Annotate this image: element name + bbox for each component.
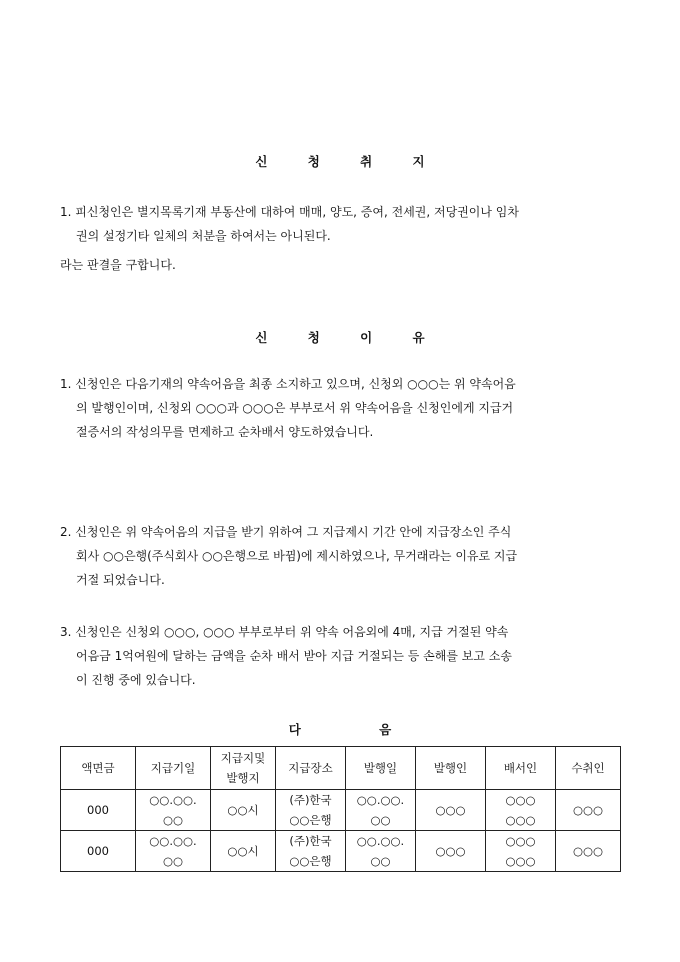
header-face-amount (61, 747, 136, 790)
reason-item-1-line2: 의 발행인이며, 신청외 ○○○과 ○○○은 부부로서 위 약속어음을 신청인에게 지급거 (76, 401, 514, 415)
purpose-closing: 라는 판결을 구합니다. (60, 258, 176, 272)
table-cell: ○○○ (416, 831, 486, 872)
table-cell: ○○.○○. ○○ (136, 831, 211, 872)
header-endorser (486, 747, 556, 790)
table-cell: 000 (61, 790, 136, 831)
notes-title (0, 720, 680, 738)
table-cell: (주)한국 ○○은행 (276, 831, 346, 872)
title-char: 취 (360, 154, 373, 169)
table-cell: 000 (61, 831, 136, 872)
reason-item-2-line2: 회사 ○○은행(주식회사 ○○은행으로 바뀜)에 제시하였으나, 무거래라는 이유로 지급 (76, 549, 518, 563)
purpose-item-1 (60, 200, 620, 248)
title-char: 다 (288, 722, 301, 737)
section-title-application-reasons (0, 328, 680, 346)
title-char: 청 (307, 330, 320, 345)
table-cell: ○○.○○. ○○ (346, 790, 416, 831)
purpose-item-1-line2: 권의 설정기타 일체의 처분을 하여서는 아니된다. (76, 229, 331, 243)
table-cell: ○○시 (211, 790, 276, 831)
header-payee (556, 747, 621, 790)
header-label: 수취인 (571, 761, 605, 775)
table-cell: ○○.○○. ○○ (136, 790, 211, 831)
title-char: 신 (255, 330, 268, 345)
title-char: 유 (412, 330, 425, 345)
reason-item-1-line3: 절증서의 작성의무를 면제하고 순차배서 양도하였습니다. (76, 425, 374, 439)
section-title-application-purpose (0, 152, 680, 170)
table-cell: ○○.○○. ○○ (346, 831, 416, 872)
reason-item-1-line1: 1. 신청인은 다음기재의 약속어음을 최종 소지하고 있으며, 신청외 ○○○는 위 약속어음 (60, 377, 516, 391)
header-label: 지급기일 (150, 761, 196, 775)
table-cell: (주)한국 ○○은행 (276, 790, 346, 831)
header-label: 배서인 (503, 761, 538, 775)
reason-item-2-line3: 거절 되었습니다. (76, 573, 165, 587)
reason-item-3-line2: 어음금 1억여원에 달하는 금액을 순차 배서 받아 지급 거절되는 등 손해를 보고 소송 (76, 649, 512, 663)
header-label: 발행인 (433, 761, 468, 775)
table-cell: ○○○ (416, 790, 486, 831)
reason-item-2 (60, 520, 620, 592)
table-cell: ○○시 (211, 831, 276, 872)
reason-item-3 (60, 620, 620, 692)
header-issue-date (346, 747, 416, 790)
header-due-date (136, 747, 211, 790)
title-char: 지 (412, 154, 425, 169)
table-cell: ○○○ ○○○ (486, 831, 556, 872)
header-label: 발행일 (363, 761, 398, 775)
table-header-row (61, 747, 621, 790)
title-char: 음 (379, 722, 392, 737)
table-cell: ○○○ (556, 790, 621, 831)
table-row (61, 790, 621, 831)
reason-item-3-line1: 3. 신청인은 신청외 ○○○, ○○○ 부부로부터 위 약속 어음외에 4매, 지급 거절된 약속 (60, 625, 509, 639)
title-char: 신 (255, 154, 268, 169)
header-label: 액면금 (81, 761, 115, 775)
promissory-note-table (60, 746, 621, 872)
title-char: 청 (307, 154, 320, 169)
header-issuer (416, 747, 486, 790)
reason-item-2-line1: 2. 신청인은 위 약속어음의 지급을 받기 위하여 그 지급제시 기간 안에 지급장소인 주식 (60, 525, 512, 539)
header-payment-location (276, 747, 346, 790)
table-cell: ○○○ ○○○ (486, 790, 556, 831)
header-label: 지급장소 (288, 761, 333, 775)
table-row (61, 831, 621, 872)
header-payment-place-issue-place (211, 747, 276, 790)
purpose-item-1-line1: 1. 피신청인은 별지목록기재 부동산에 대하여 매매, 양도, 증여, 전세권, 저당권이나 임차 (60, 205, 519, 219)
reason-item-3-line3: 이 진행 중에 있습니다. (76, 673, 196, 687)
title-char: 이 (360, 330, 373, 345)
table-cell: ○○○ (556, 831, 621, 872)
header-label: 지급지및 발행지 (220, 751, 266, 785)
reason-item-1 (60, 372, 620, 444)
